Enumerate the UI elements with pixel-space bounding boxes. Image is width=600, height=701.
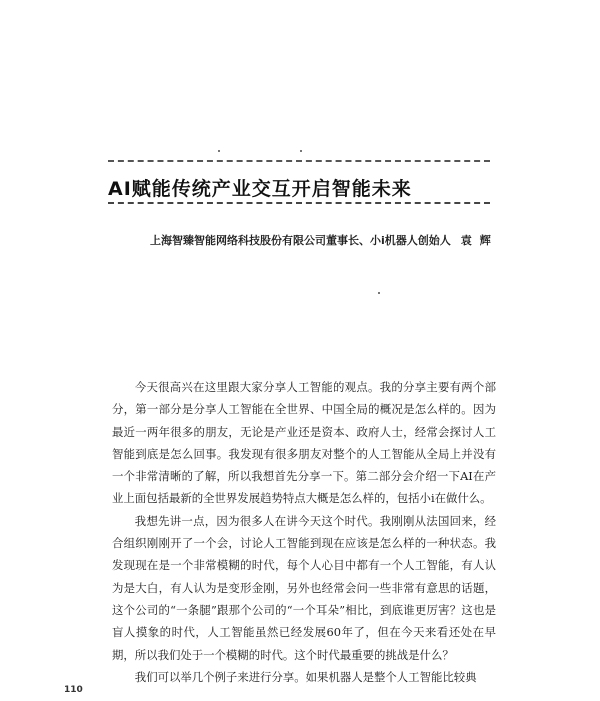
scan-speck <box>218 150 220 152</box>
byline <box>150 232 510 248</box>
scan-speck <box>378 292 380 294</box>
scan-speck <box>300 150 302 152</box>
page-number: 110 <box>64 685 83 695</box>
byline-affiliation: 上海智臻智能网络科技股份有限公司董事长、小i机器人创始人 <box>150 234 451 247</box>
paragraph: 今天很高兴在这里跟大家分享人工智能的观点。我的分享主要有两个部分，第一部分是分享人工智能在全世界、中国全局的概况是怎么样的。因为最近一两年很多的朋友，无论是产业还是资本、政府人士，经常会探讨人工智能到底是怎么回事。我发现有很多朋友对整个的人工智能从全局上并没有一个非常清晰的了解，所以我想首先分享一下。第二部分会介绍一下AI在产业上面包括最新的全世界发展趋势特点大概是怎么样的，包括小i在做什么。 <box>112 380 496 506</box>
byline-author: 袁辉 <box>460 234 499 247</box>
title-rule-top <box>108 160 490 162</box>
article-title: AI赋能传统产业交互开启智能未来 <box>108 178 412 200</box>
paragraph: 我们可以举几个例子来进行分享。如果机器人是整个人工智能比较典 <box>134 669 477 684</box>
paragraph: 我想先讲一点，因为很多人在讲今天这个时代。我刚刚从法国回来，经合组织刚刚开了一个会，讨论人工智能到现在应该是怎么样的一种状态。我发现现在是一个非常模糊的时代，每个人心目中都有一个人工智能，有人认为是大白，有人认为是变形金刚，另外也经常会问一些非常有意思的话题，这个公司的“一条腿”跟那个公司的“一个耳朵”相比，到底谁更厉害？这也是盲人摸象的时代，人工智能虽然已经发展60年了，但在今天来看还处在早期，所以我们处于一个模糊的时代。这个时代最重要的挑战是什么？ <box>112 513 496 662</box>
title-rule-bottom <box>108 202 490 204</box>
article-body <box>112 376 496 688</box>
